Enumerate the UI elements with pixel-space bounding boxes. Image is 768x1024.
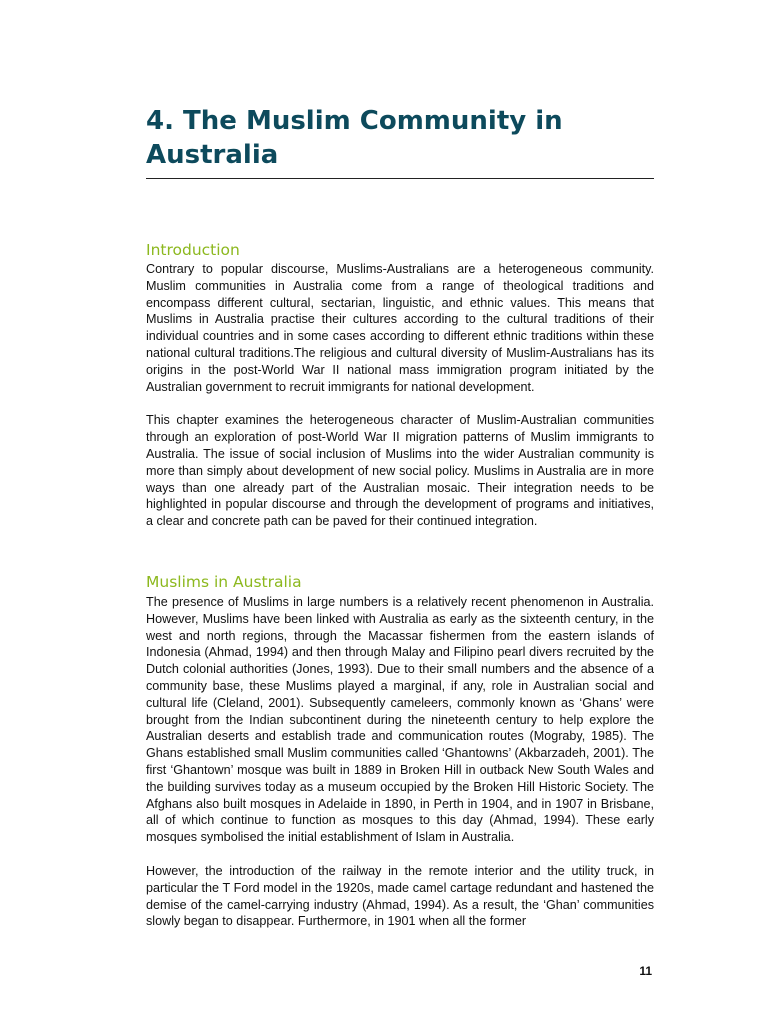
section-introduction xyxy=(146,240,654,530)
paragraph: The presence of Muslims in large numbers is a relatively recent phenomenon in Australia. However, Muslims have been linked with Australia as early as the sixteenth century, in the west and north regions, through the Macassar fishermen from the eastern islands of Indonesia (Ahmad, 1994) and then through Malay and Filipino pearl divers recruited by the Dutch colonial authorities (Jones, 1993). Due to their small numbers and the absence of a community base, these Muslims played a marginal, if any, role in Australian social and cultural life (Cleland, 2001). Subsequently cameleers, commonly known as ‘Ghans’ were brought from the Indian subcontinent during the nineteenth century to help explore the Australian deserts and establish trade and communication routes (Mograby, 1985). The Ghans established small Muslim communities called ‘Ghantowns’ (Akbarzadeh, 2001). The first ‘Ghantown’ mosque was built in 1889 in Broken Hill in outback New South Wales and the building survives today as a museum occupied by the Broken Hill Historic Society. The Afghans also built mosques in Adelaide in 1890, in Perth in 1904, and in 1907 in Brisbane, all of which continue to function as mosques to this day (Ahmad, 1994). These early mosques symbolised the initial establishment of Islam in Australia. xyxy=(146,594,654,845)
section-heading-muslims-in-australia: Muslims in Australia xyxy=(146,572,302,591)
paragraph: Contrary to popular discourse, Muslims-Australians are a heterogeneous community. Muslim communities in Australia come from a range of theological traditions and encompass different cultural, sectarian, linguistic, and ethnic values. This means that Muslims in Australia practise their cultures according to the cultural traditions of their individual countries and in some cases according to different ethnic traditions within these national cultural traditions.The religious and cultural diversity of Muslim-Australians has its origins in the post-World War II national mass immigration program initiated by the Australian government to recruit immigrants for national development. xyxy=(146,262,654,394)
page-number: 11 xyxy=(639,964,652,978)
chapter-title: 4. The Muslim Community in Australia xyxy=(146,104,654,179)
paragraph: This chapter examines the heterogeneous character of Muslim-Australian communities through an exploration of post-World War II migration patterns of Muslim immigrants to Australia. The issue of social inclusion of Muslims into the wider Australian community is more than simply about development of new social policy. Muslims in Australia are in more ways than one already part of the Australian mosaic. Their integration needs to be highlighted in popular discourse and through the development of programs and initiatives, a clear and concrete path can be paved for their continued integration. xyxy=(146,413,654,529)
section-muslims-in-australia xyxy=(146,572,654,930)
section-heading-introduction: Introduction xyxy=(146,241,240,259)
paragraph: However, the introduction of the railway in the remote interior and the utility truck, in particular the T Ford model in the 1920s, made camel cartage redundant and hastened the demise of the camel-carrying industry (Ahmad, 1994). As a result, the ‘Ghan’ communities slowly began to disappear. Furthermore, in 1901 when all the former xyxy=(146,863,654,929)
page-content xyxy=(146,104,654,930)
